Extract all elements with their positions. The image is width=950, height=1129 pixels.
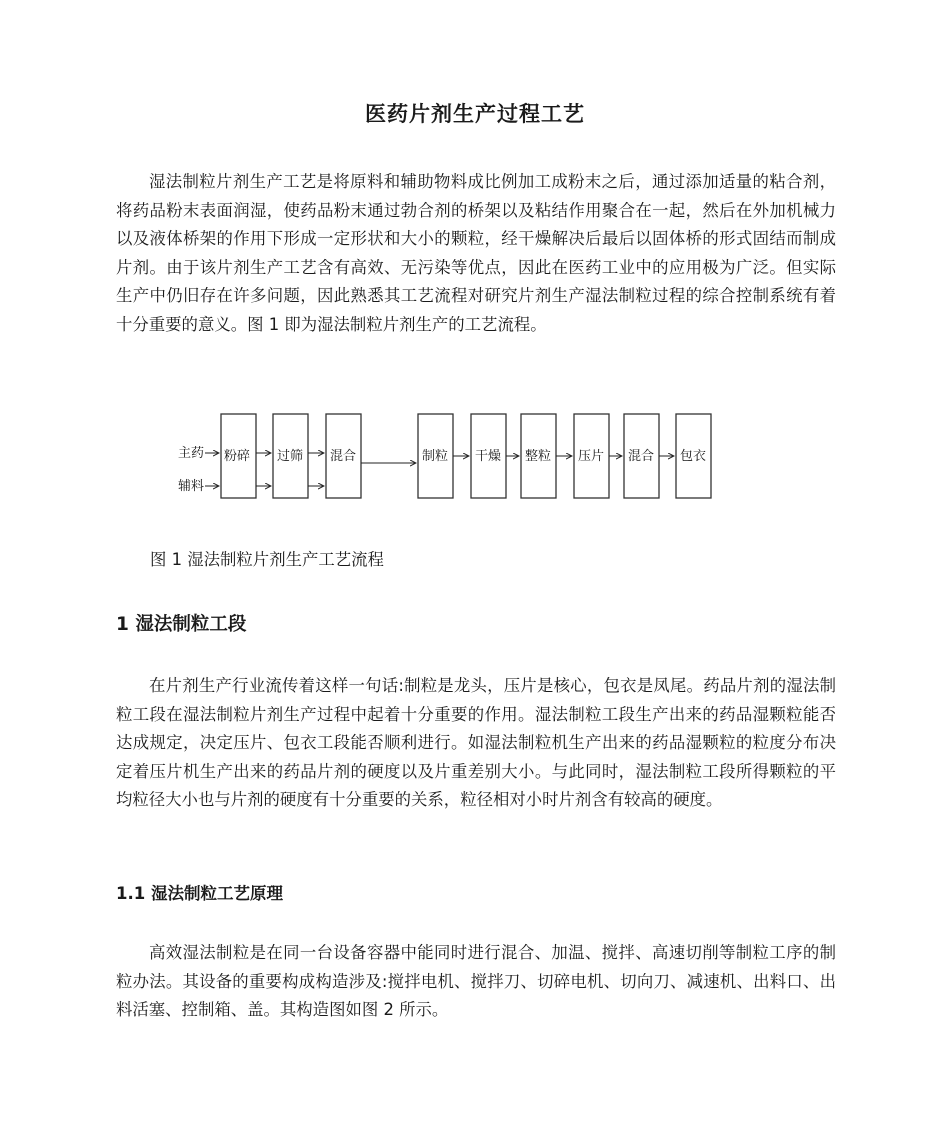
input-label-main-drug: 主药	[178, 446, 205, 461]
step-label-compress: 压片	[578, 449, 605, 464]
document-title: 医药片剂生产过程工艺	[365, 102, 585, 126]
figure-1-caption: 图 1 湿法制粒片剂生产工艺流程	[150, 550, 384, 569]
input-label-excipient: 辅料	[178, 479, 205, 494]
step-label-granulate: 制粒	[422, 449, 449, 464]
section-1-1-paragraph: 高效湿法制粒是在同一台设备容器中能同时进行混合、加温、搅拌、高速切削等制粒工序的制粒办法。其设备的重要构成构造涉及:搅拌电机、搅拌刀、切碎电机、切向刀、减速机、出料口、出料活塞、控制箱、盖。其构造图如图 2 所示。	[116, 943, 836, 1020]
section-1-1-heading: 1.1 湿法制粒工艺原理	[116, 884, 283, 903]
process-flow-diagram	[178, 408, 718, 508]
step-label-mix-2: 混合	[628, 449, 655, 464]
step-label-sieve: 过筛	[277, 449, 304, 464]
step-label-mix-1: 混合	[330, 449, 357, 464]
step-label-crush: 粉碎	[224, 449, 251, 464]
step-label-size: 整粒	[525, 449, 552, 464]
section-1-paragraph: 在片剂生产行业流传着这样一句话:制粒是龙头，压片是核心，包衣是凤尾。药品片剂的湿法制粒工段在湿法制粒片剂生产过程中起着十分重要的作用。湿法制粒工段生产出来的药品湿颗粒能否达成规定，决定压片、包衣工段能否顺利进行。如湿法制粒机生产出来的药品湿颗粒的粒度分布决定着压片机生产出来的药品片剂的硬度以及片重差别大小。与此同时，湿法制粒工段所得颗粒的平均粒径大小也与片剂的硬度有十分重要的关系，粒径相对小时片剂含有较高的硬度。	[116, 676, 836, 810]
intro-paragraph: 湿法制粒片剂生产工艺是将原料和辅助物料成比例加工成粉末之后，通过添加适量的粘合剂，将药品粉末表面润湿，使药品粉末通过勃合剂的桥架以及粘结作用聚合在一起，然后在外加机械力以及液体桥架的作用下形成一定形状和大小的颗粒，经干燥解决后最后以固体桥的形式固结而制成片剂。由于该片剂生产工艺含有高效、无污染等优点，因此在医药工业中的应用极为广泛。但实际生产中仍旧存在许多问题，因此熟悉其工艺流程对研究片剂生产湿法制粒过程的综合控制系统有着十分重要的意义。图 1 即为湿法制粒片剂生产的工艺流程。	[116, 172, 836, 334]
step-label-dry: 干燥	[475, 449, 502, 464]
section-1-heading: 1 湿法制粒工段	[116, 614, 247, 635]
step-label-coat: 包衣	[680, 449, 707, 464]
